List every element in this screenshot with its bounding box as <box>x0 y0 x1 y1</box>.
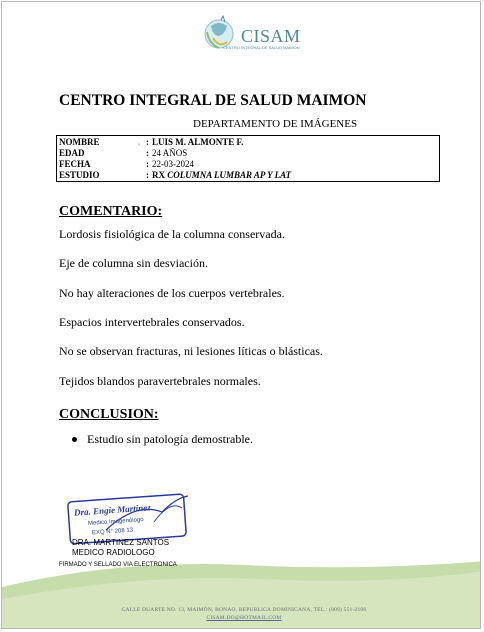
patient-info-box <box>56 135 440 182</box>
footer-email[interactable]: CISAM.DO@HOTMAIL.COM <box>206 615 282 621</box>
signer-title: MEDICO RADIOLOGO <box>72 548 155 557</box>
center-title: CENTRO INTEGRAL DE SALUD MAIMON <box>59 92 367 109</box>
signer-name: DRA. MARTINEZ SANTOS <box>72 538 170 547</box>
signature-stamp <box>66 492 196 544</box>
footer-address: CALLE DUARTE NO. 13, MAIMÓN, BONAO, REPUBLICA DOMINICANA, TEL.: (809) 551-2106 <box>121 607 367 613</box>
age-separator: : <box>146 148 149 158</box>
comentario-line: Lordosis fisiológica de la columna conservada. <box>59 227 285 241</box>
name-label: NOMBRE <box>59 137 100 147</box>
cisam-logo <box>197 14 307 56</box>
date-value: 22-03-2024 <box>152 159 194 169</box>
study-separator: : <box>146 170 149 180</box>
stamp-role: Medico Imagenólogo <box>87 517 144 527</box>
conclusion-text: Estudio sin patología demostrable. <box>87 432 253 446</box>
date-label: FECHA <box>59 159 91 169</box>
signed-electronically-note: FIRMADO Y SELLADO VIA ELECTRONICA <box>59 562 177 568</box>
logo-name: CISAM <box>241 26 301 46</box>
comentario-line: Tejidos blandos paravertebrales normales. <box>59 374 261 388</box>
study-prefix: RX <box>152 170 165 180</box>
document-page <box>1 1 481 629</box>
name-value: LUIS M. ALMONTE F. <box>152 137 244 147</box>
department-title: DEPARTAMENTO DE IMÁGENES <box>193 118 358 130</box>
study-value <box>152 170 291 180</box>
name-separator: : <box>146 137 149 147</box>
comentario-line: No se observan fracturas, ni lesiones líticas o blásticas. <box>59 344 323 358</box>
bullet-icon <box>72 437 77 442</box>
logo-subtitle: CENTRO INTEGRAL DE SALUD MAIMON <box>223 45 300 50</box>
comentario-heading: COMENTARIO: <box>59 204 163 219</box>
age-label: EDAD <box>59 148 85 158</box>
study-label: ESTUDIO <box>59 170 100 180</box>
study-name: COLUMNA LUMBAR AP Y LAT <box>167 170 292 180</box>
conclusion-heading: CONCLUSION: <box>59 407 159 422</box>
date-separator: : <box>146 159 149 169</box>
age-value: 24 AÑOS <box>152 148 188 158</box>
comentario-line: Espacios intervertebrales conservados. <box>59 315 245 329</box>
comentario-line: Eje de columna sin desviación. <box>59 256 208 270</box>
stamp-exequatur: EXQ N° 208 13 <box>91 527 134 537</box>
stamp-name: Dra. Engie Martinez <box>73 502 152 518</box>
edit-mark-icon: ᵥ <box>138 139 141 147</box>
comentario-line: No hay alteraciones de los cuerpos vertebrales. <box>59 286 285 300</box>
